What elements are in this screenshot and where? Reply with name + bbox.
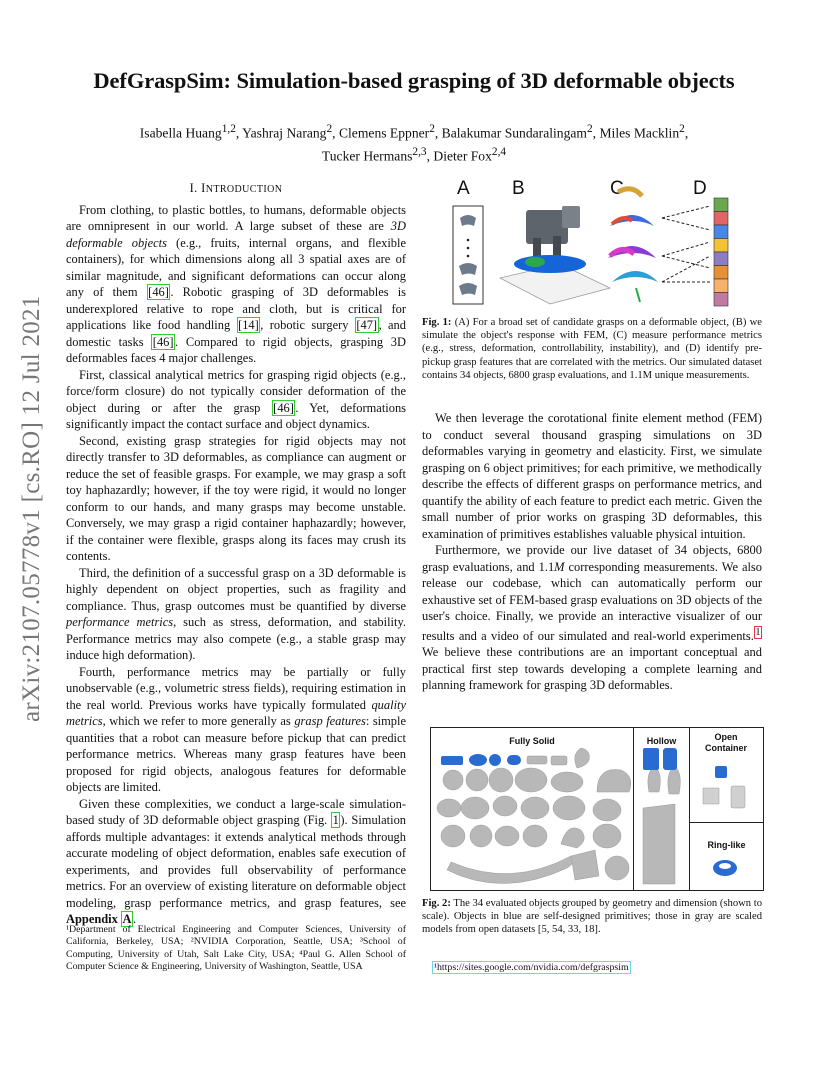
- fig1-label-b: B: [512, 178, 525, 199]
- url-footnote[interactable]: [432, 962, 631, 974]
- intro-paragraph-5: Fourth, performance metrics may be partially or fully unobservable (e.g., volumetric stress fields), requiring estimation in the real world. Previous works have typically formulated quality metrics, which we refer to more generally as grasp features: simple quantities that a robot can measure before pickup that can predict performance metrics. Whereas many grasp features have been proposed for rigid objects, analogous features for deformable objects are limited.: [66, 664, 406, 794]
- right-column: [422, 410, 762, 694]
- fig2-objects: [431, 728, 763, 890]
- fig2-object-blue-sphere: [489, 754, 501, 766]
- fig2-object-blue-cup: [715, 766, 727, 778]
- fig2-object-blue-hollow-cylinder: [663, 748, 677, 770]
- fig1-feature-swatch: [714, 252, 728, 266]
- fig1-label-c: C: [610, 178, 624, 199]
- intro-paragraph-4: Third, the definition of a successful grasp on a 3D deformable is highly dependent on object properties, such as fragility and compliance. Thus, grasp outcomes must be quantified by diverse performance metrics, such as stress, deformation, and stability. Performance metrics may also compete (e.g., a stable grasp may induce high deformation).: [66, 565, 406, 662]
- fig1-illustration: [440, 178, 740, 310]
- fig1-feature-swatch: [714, 266, 728, 280]
- intro-paragraph-6: Given these complexities, we conduct a large-scale simulation-based study of 3D deformable object grasping (Fig. 1 ). Simulation affords multiple advantages: it extends analytical methods through accurate modeling of object deformation, enables safe execution of experiments, and provides full observability of performance metrics. For an overview of existing literature on deformable object modeling, grasp performance metrics, and grasp features, see Appendix A .: [66, 796, 407, 926]
- affiliation-footnote: ¹Department of Electrical Engineering and Computer Sciences, University of California, Berkeley, USA; ²NVIDIA Corporation, Seattle, USA; ³School of Computing, University of Utah, Salt Lake City, USA; ⁴Paul G. Allen School of Computer Science & Engineering, University of Washington, Seattle, USA: [66, 924, 406, 972]
- fig1-feature-swatch: [714, 293, 728, 307]
- right-paragraph-2: Furthermore, we provide our live dataset of 34 objects, 6800 grasp evaluations, and 1.1M corresponding measurements. We also release our codebase, which can automatically perform our exhaustive set of FEM-based grasp evaluations on 3D objects of the user's choice. Finally, we provide an interactive visualizer of our results and a video of our simulated and real-world experiments. $^1$ We believe these contributions are an important conceptual and practical first step towards developing a complete learning and planning framework for grasping 3D deformables.: [422, 543, 762, 693]
- fig1-caption: [422, 316, 762, 382]
- fig1-feature-swatch: [714, 225, 728, 239]
- left-column: [66, 180, 406, 928]
- intro-paragraph-3: Second, existing grasp strategies for rigid objects may not directly transfer to 3D deformables, as compliance can augment or reduce the set of feasible grasps. For example, we may grasp a soft toy haphazardly; however, if the toy were rigid, it would no longer conform to our hands, and many grasps may become unstable. Conversely, we may grasp a rigid container haphazardly; however, if the container were flexible, grasps along its faces may crush its contents.: [66, 433, 406, 563]
- fig1-gripper-icon: [526, 210, 568, 244]
- author-line-2: Tucker Hermans$^{2,3}$, Dieter Fox$^{2,4}$: [321, 145, 507, 164]
- fig2-header-ring-like: Ring-like: [707, 840, 746, 850]
- fig1-feature-swatch: [714, 279, 728, 293]
- figure-1: [440, 178, 740, 310]
- url-footnote-link[interactable]: ¹https://sites.google.com/nvidia.com/defgraspsim: [434, 962, 629, 973]
- fig2-header-hollow: Hollow: [646, 736, 677, 746]
- fig2-object-blue-ellipsoid: [469, 754, 487, 766]
- figure-2: [430, 727, 764, 891]
- fig2-caption: [422, 897, 762, 937]
- fig1-feature-swatch: [714, 239, 728, 253]
- fig1-feature-swatch: [714, 198, 728, 212]
- fig2-header-open-container: Open Container: [704, 732, 747, 753]
- fig1-correlation-arrows: [662, 206, 710, 282]
- fig2-caption-lead: Fig. 2:: [422, 898, 451, 909]
- fig2-object-blue-box: [441, 756, 463, 765]
- fig1-caption-lead: Fig. 1:: [422, 317, 452, 328]
- fig1-feature-swatch: [714, 212, 728, 226]
- fig2-caption-text: The 34 evaluated objects grouped by geometry and dimension (shown to scale). Objects in blue are self-designed primitives; those in gray are scaled models from open datasets [5, 54, 33, 18].: [422, 898, 762, 936]
- author-list: [80, 120, 748, 165]
- paper-title: DefGraspSim: Simulation-based grasping of 3D deformable objects: [93, 68, 735, 93]
- fig1-label-a: A: [457, 178, 470, 199]
- section-heading-introduction: I. INTRODUCTION: [189, 181, 283, 195]
- intro-paragraph-1: From clothing, to plastic bottles, to humans, deformable objects are omnipresent in our world. A large subset of these are 3D deformable objects (e.g., fruits, internal organs, and flexible containers), for which dimensions along all 3 spatial axes are of similar magnitude, and significant deformations can occur along any of them [46] . Robotic grasping of 3D deformables is underexplored relative to rope and cloth, but is critical for applications like food handling [14] , robotic surgery [47] , and domestic tasks [46] . Compared to rigid objects, grasping 3D deformables faces 4 major challenges.: [66, 202, 407, 365]
- intro-paragraph-2: First, classical analytical metrics for grasping rigid objects (e.g., force/form closure) do not typically consider deformation of the object during or after the grasp [46] . Yet, deformations significantly impact the contact surface and object dynamics.: [66, 367, 407, 431]
- fig1-caption-text: (A) For a broad set of candidate grasps on a deformable object, (B) we simulate the object's response with FEM, (C) measure performance metrics (e.g., stress, deformation, controllability, instability), and (D) identify pre-pickup grasp features that are correlated with the metrics. Our simulated dataset contains 34 objects, 6800 grasp evaluations, and 1.1M unique measurements.: [422, 317, 762, 381]
- fig1-label-d: D: [693, 178, 707, 199]
- fig1-feature-swatches: [714, 198, 728, 306]
- fig2-header-fully-solid: Fully Solid: [509, 736, 555, 746]
- arxiv-stamp: arXiv:2107.05778v1 [cs.RO] 12 Jul 2021: [18, 295, 45, 722]
- fig2-object-blue-capsule: [507, 755, 521, 765]
- author-line-1: Isabella Huang$^{1,2}$, Yashraj Narang$^2$, Clemens Eppner$^2$, Balakumar Sundaralingam$^2$, Miles Macklin$^2$,: [139, 123, 689, 141]
- right-paragraph-1: We then leverage the corotational finite element method (FEM) to conduct several thousand grasping simulations on 3D deformables varying in geometry and elasticity. First, we simulate grasping on 6 object primitives; for each primitive, we methodically describe the effects of different grasps on performance metrics, and quantify the ability of each feature to predict each metric. Given the small number of prior works on grasping 3D deformables, this examination of primitives establishes valuable physical intuition.: [422, 411, 762, 541]
- fig1-deformable-object-icon: [514, 255, 586, 273]
- fig2-object-blue-hollow-box: [643, 748, 659, 770]
